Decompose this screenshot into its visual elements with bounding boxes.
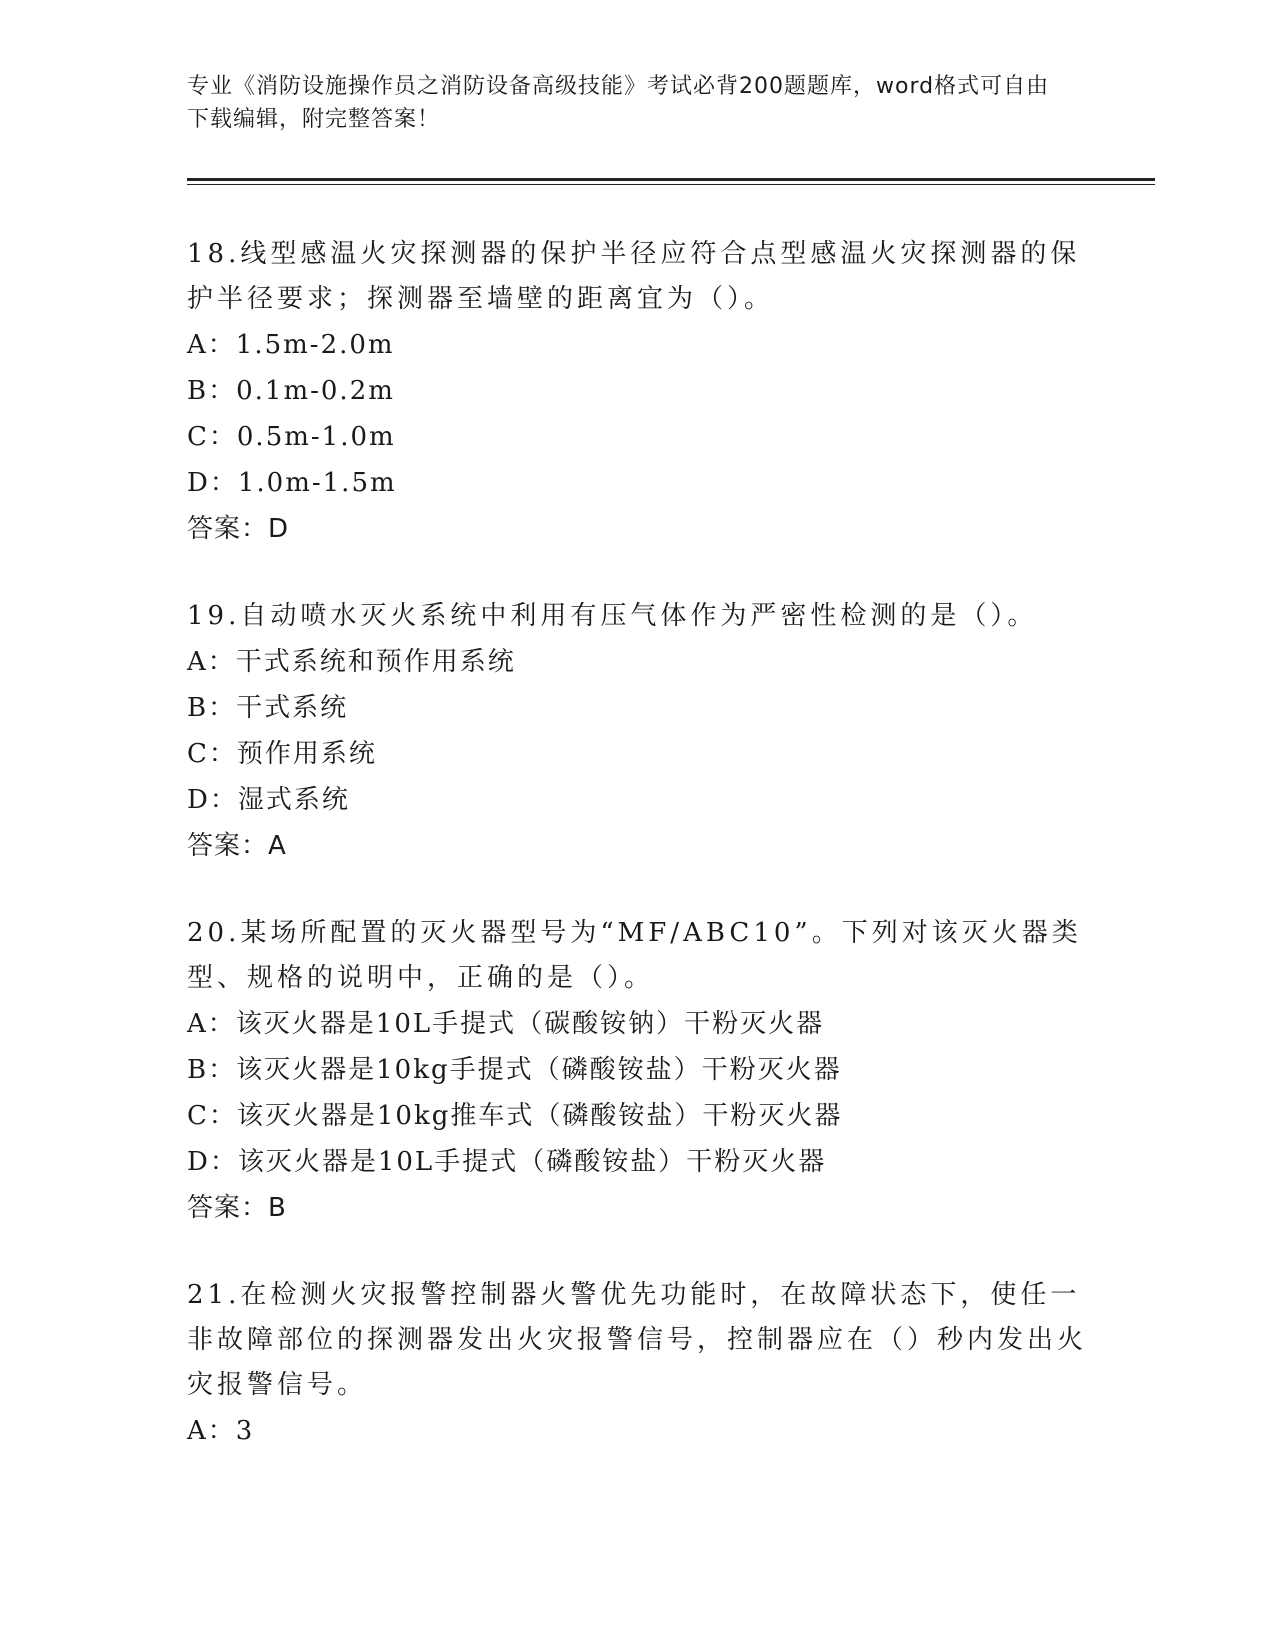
option-a: A：干式系统和预作用系统 <box>187 647 516 677</box>
question-text: 20.某场所配置的灭火器型号为“MF/ABC10”。下列对该灭火器类型、规格的说明中，正确的是（）。 <box>187 918 1082 993</box>
option-a: A：1.5m-2.0m <box>187 330 395 360</box>
answer: 答案：A <box>187 831 287 861</box>
option-d: D：湿式系统 <box>187 785 350 815</box>
question-21 <box>187 1273 1087 1454</box>
question-20 <box>187 911 1087 1231</box>
option-c: C：0.5m-1.0m <box>187 422 396 452</box>
answer: 答案：D <box>187 514 290 544</box>
option-c: C：预作用系统 <box>187 739 377 769</box>
document-header: 专业《消防设施操作员之消防设备高级技能》考试必背200题题库，word格式可自由下载编辑，附完整答案！ <box>187 74 1050 132</box>
option-a: A：该灭火器是10L手提式（碳酸铵钠）干粉灭火器 <box>187 1009 825 1039</box>
question-text: 19.自动喷水灭火系统中利用有压气体作为严密性检测的是（）。 <box>187 601 1038 631</box>
option-b: B：0.1m-0.2m <box>187 376 395 406</box>
option-a: A：3 <box>187 1416 255 1446</box>
header-divider-thin <box>187 184 1155 185</box>
option-b: B：干式系统 <box>187 693 349 723</box>
option-c: C：该灭火器是10kg推车式（磷酸铵盐）干粉灭火器 <box>187 1101 843 1131</box>
answer: 答案：B <box>187 1193 287 1223</box>
option-b: B：该灭火器是10kg手提式（磷酸铵盐）干粉灭火器 <box>187 1055 842 1085</box>
question-text: 18.线型感温火灾探测器的保护半径应符合点型感温火灾探测器的保护半径要求；探测器至墙壁的距离宜为（）。 <box>187 239 1081 314</box>
question-19 <box>187 594 1087 869</box>
question-18 <box>187 232 1087 552</box>
question-text: 21.在检测火灾报警控制器火警优先功能时，在故障状态下，使任一非故障部位的探测器发出火灾报警信号，控制器应在（）秒内发出火灾报警信号。 <box>187 1280 1088 1400</box>
option-d: D：1.0m-1.5m <box>187 468 397 498</box>
option-d: D：该灭火器是10L手提式（磷酸铵盐）干粉灭火器 <box>187 1147 827 1177</box>
question-list <box>187 232 1087 1496</box>
header-divider-thick <box>187 178 1155 181</box>
